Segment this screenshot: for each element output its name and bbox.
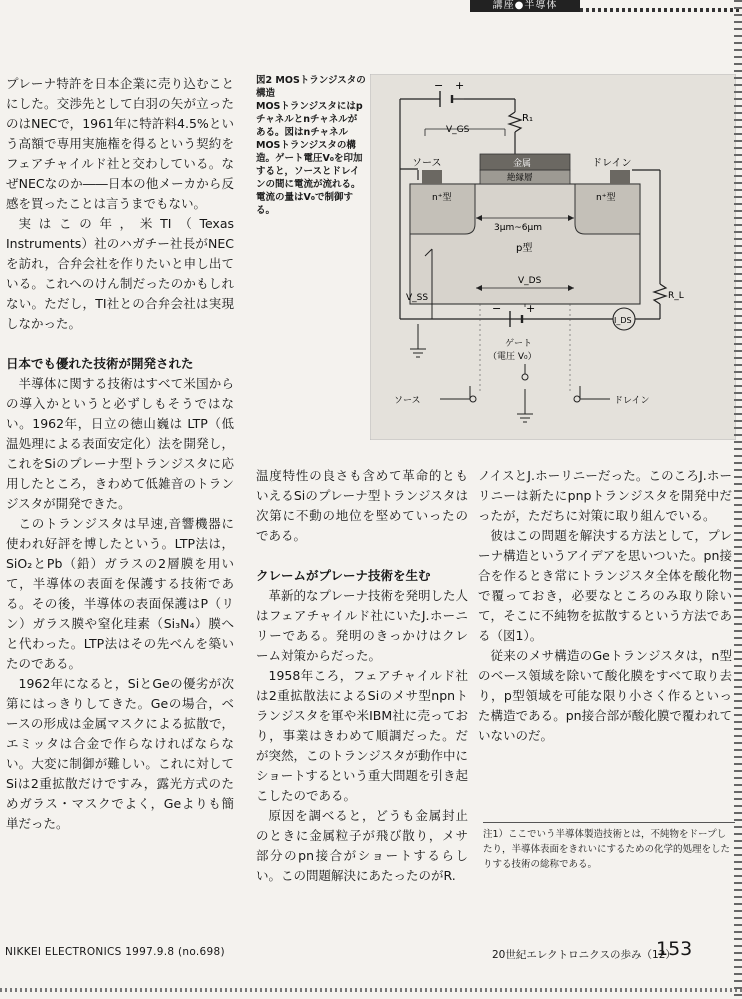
metal-label: 金属 <box>513 159 532 169</box>
paragraph: 1958年ころ，フェアチャイルド社は2重拡散法によるSiのメサ型npnトランジスタを軍や米IBM社に売っており，事業はきわめて順調だった。だが突然，このトランジスタが動作中にショートするという重大問題を引き起こしたのである。 <box>256 668 468 803</box>
paragraph: このトランジスタは早速,音響機器に使われ好評を博したという。LTP法は，SiO₂とPb（鉛）ガラスの2層膜を用いて，半導体の表面を保護する技術である。その後，半導体の表面保護はP（リン）ガラス膜や窒化珪素（Si₃N₄）膜へと代わった。LTP法はその先べんを築いたのである。 <box>6 516 234 671</box>
n-type-left-label: n⁺型 <box>432 193 452 203</box>
section-heading: 日本でも優れた技術が開発された <box>6 356 194 371</box>
paragraph: 1962年になると，SiとGeの優劣が次第にはっきりしてきた。Geの場合，ベースの形成は金属マスクによる拡散で，エミッタは合金で作らなければならない。大変に制御が難しい。これに対してSiは2重拡散だけですみ，露光方式のためガラス・マスクでよく，Geよりも簡単だった。 <box>6 676 234 831</box>
drain-label: ドレイン <box>592 158 632 169</box>
footnote: 注1）ここでいう半導体製造技術とは，不純物をドープしたり，半導体表面をきれいにするための化学的処理をしたりする技術の総称である。 <box>483 822 735 872</box>
section-heading: クレームがプレーナ技術を生む <box>256 568 431 583</box>
vds-minus-label: − <box>492 302 502 315</box>
paragraph: 実はこの年，米TI（Texas Instruments）社のハガチー社長がNECを訪れ，合弁会社を作りたいと申し出ている。これへのけん制だったのかもしれない。ただし，TI社との合弁会社は実現しなかった。 <box>6 216 234 331</box>
paragraph: 原因を調べると，どうも金属封止のときに金属粒子が飛び散り，メサ部分のpn接合がショートするらしい。この問題解決にあたったのがR. <box>256 808 468 883</box>
figure-caption-body: MOSトランジスタにはpチャネルとnチャネルがある。図はnチャネルMOSトランジスタの構造。ゲート電圧V₀を印加すると，ソースとドレインの間に電流が流れる。電流の量はV₀で制御する。 <box>256 101 363 216</box>
p-type-label: p型 <box>516 243 533 254</box>
vgs-plus-label: + <box>455 79 465 92</box>
gate-voltage-label: （電圧 V₀） <box>488 352 537 362</box>
vss-label: V_SS <box>406 293 429 303</box>
middle-column <box>256 466 468 886</box>
vds-plus-label: + <box>526 302 536 315</box>
r1-label: R₁ <box>522 113 533 124</box>
insulator-label: 絶縁層 <box>507 173 533 183</box>
source-label: ソース <box>412 158 442 169</box>
drain-bottom-label: ドレイン <box>614 396 650 406</box>
gate-label: ゲート <box>505 339 533 349</box>
scan-margin <box>734 0 742 999</box>
vgs-minus-label: − <box>434 79 444 92</box>
scan-edge <box>0 988 742 992</box>
right-column <box>478 466 732 746</box>
series-title: 20世紀エレクトロニクスの歩み（12） <box>492 949 676 961</box>
paragraph: プレーナ特許を日本企業に売り込むことにした。交渉先として白羽の矢が立ったのはNECで，1961年に特許料4.5%という高額で専用実施権を得るという契約をフェアチャイルド社と交わしている。なぜNECなのか――日本の他メーカから反感を買ったことは言うまでもない。 <box>6 76 234 211</box>
journal-footer: NIKKEI ELECTRONICS 1997.9.8 (no.698) <box>5 946 225 958</box>
vds-label: V_DS <box>518 276 542 286</box>
header-rule <box>580 8 742 12</box>
mos-transistor-diagram <box>370 74 736 440</box>
paragraph: 革新的なプレーナ技術を発明した人はフェアチャイルド社にいたJ.ホーニリーである。発明のきっかけはクレーム対策からだった。 <box>256 588 469 663</box>
source-bottom-label: ソース <box>394 396 421 406</box>
paragraph: 半導体に関する技術はすべて米国からの導入かというと必ずしもそうではない。1962年，日立の徳山巍は LTP（低温処理による表面安定化）法を開発し，これをSiのプレーナ型トランジスタに応用したところ，きわめて低雑音のトランジスタが開発できた。 <box>6 376 234 511</box>
section-header: 講座●半導体 <box>470 0 580 12</box>
rl-label: R_L <box>668 291 684 301</box>
vgs-label: V_GS <box>446 125 470 135</box>
paragraph: ノイスとJ.ホーリニーだった。このころJ.ホーリニーは新たにpnpトランジスタを開発中だったが，ただちに対策に取り組んでいる。 <box>478 468 732 523</box>
figure-caption-title: 図2 MOSトランジスタの構造 <box>256 75 366 99</box>
figure-caption <box>256 74 366 217</box>
dimension-label: 3μm~6μm <box>494 223 542 233</box>
left-column <box>6 74 234 834</box>
paragraph: 従来のメサ構造のGeトランジスタは，n型のベース領域を除いて酸化膜をすべて取り去り，p型領域を可能な限り小さく作るといった構造である。pn接合部が酸化膜で覆われていないのだ。 <box>478 648 732 743</box>
page-number: 153 <box>656 938 693 960</box>
paragraph: 彼はこの問題を解決する方法として，プレーナ構造というアイデアを思いついた。pn接合を作るとき常にトランジスタ全体を酸化物で覆っておき，必要なところのみ取り除いて，そこに不純物を拡散するという方法である（図1）。 <box>478 528 732 643</box>
n-type-right-label: n⁺型 <box>596 193 616 203</box>
ids-label: I_DS <box>614 316 632 325</box>
paragraph: 温度特性の良さも含めて革命的ともいえるSiのプレーナ型トランジスタは次第に不動の地位を堅めていったのである。 <box>256 468 468 543</box>
